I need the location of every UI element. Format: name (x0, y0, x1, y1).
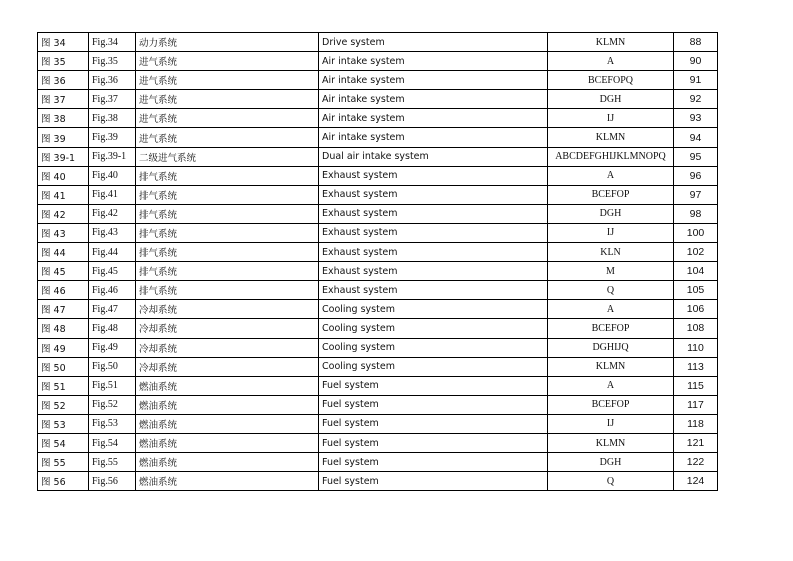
figure-number-en: Fig.51 (89, 376, 136, 395)
page-number: 88 (674, 33, 718, 52)
table-row (38, 166, 718, 185)
table-row (38, 453, 718, 472)
system-name-cn: 排气系统 (136, 262, 319, 281)
figure-number-cn: 图 45 (38, 262, 89, 281)
model-codes: DGH (548, 204, 674, 223)
figure-number-cn: 图 42 (38, 204, 89, 223)
page-number: 96 (674, 166, 718, 185)
figure-number-cn: 图 56 (38, 472, 89, 491)
model-codes: DGH (548, 90, 674, 109)
system-name-en: Cooling system (319, 338, 548, 357)
page-number: 118 (674, 414, 718, 433)
table-row (38, 185, 718, 204)
page-number: 117 (674, 395, 718, 414)
page-number: 104 (674, 262, 718, 281)
model-codes: A (548, 300, 674, 319)
figure-number-en: Fig.47 (89, 300, 136, 319)
figure-number-cn: 图 55 (38, 453, 89, 472)
model-codes: KLMN (548, 33, 674, 52)
system-name-en: Fuel system (319, 433, 548, 452)
system-name-en: Exhaust system (319, 166, 548, 185)
system-name-cn: 燃油系统 (136, 453, 319, 472)
figure-number-en: Fig.39-1 (89, 147, 136, 166)
figure-number-cn: 图 38 (38, 109, 89, 128)
page-number: 102 (674, 243, 718, 262)
model-codes: BCEFOP (548, 185, 674, 204)
system-name-cn: 排气系统 (136, 223, 319, 242)
model-codes: M (548, 262, 674, 281)
page-number: 108 (674, 319, 718, 338)
figure-number-en: Fig.48 (89, 319, 136, 338)
figure-number-cn: 图 35 (38, 52, 89, 71)
figure-number-en: Fig.54 (89, 433, 136, 452)
figure-number-cn: 图 41 (38, 185, 89, 204)
table-row (38, 319, 718, 338)
figure-number-cn: 图 39 (38, 128, 89, 147)
figure-number-en: Fig.34 (89, 33, 136, 52)
system-name-cn: 进气系统 (136, 52, 319, 71)
figure-number-en: Fig.37 (89, 90, 136, 109)
table-row (38, 147, 718, 166)
figure-number-cn: 图 39-1 (38, 147, 89, 166)
model-codes: IJ (548, 109, 674, 128)
system-name-cn: 进气系统 (136, 128, 319, 147)
model-codes: BCEFOPQ (548, 71, 674, 90)
system-name-cn: 燃油系统 (136, 472, 319, 491)
table-row (38, 376, 718, 395)
figure-number-cn: 图 43 (38, 223, 89, 242)
system-name-en: Exhaust system (319, 262, 548, 281)
system-name-en: Fuel system (319, 453, 548, 472)
system-name-en: Exhaust system (319, 243, 548, 262)
table-row (38, 90, 718, 109)
system-name-en: Air intake system (319, 90, 548, 109)
system-name-en: Cooling system (319, 300, 548, 319)
system-name-cn: 排气系统 (136, 243, 319, 262)
page-number: 106 (674, 300, 718, 319)
model-codes: Q (548, 472, 674, 491)
figure-number-cn: 图 51 (38, 376, 89, 395)
figure-number-en: Fig.56 (89, 472, 136, 491)
table-row (38, 71, 718, 90)
table-row (38, 128, 718, 147)
system-name-cn: 冷却系统 (136, 319, 319, 338)
model-codes: BCEFOP (548, 395, 674, 414)
figure-number-en: Fig.38 (89, 109, 136, 128)
table-row (38, 204, 718, 223)
page-number: 98 (674, 204, 718, 223)
figure-number-cn: 图 48 (38, 319, 89, 338)
system-name-cn: 进气系统 (136, 71, 319, 90)
system-name-cn: 进气系统 (136, 90, 319, 109)
table-row (38, 52, 718, 71)
page-number: 91 (674, 71, 718, 90)
figure-index-table (37, 32, 718, 491)
table-row (38, 262, 718, 281)
figure-number-en: Fig.44 (89, 243, 136, 262)
model-codes: KLMN (548, 128, 674, 147)
system-name-en: Air intake system (319, 109, 548, 128)
figure-number-en: Fig.50 (89, 357, 136, 376)
system-name-en: Exhaust system (319, 185, 548, 204)
page-number: 94 (674, 128, 718, 147)
system-name-en: Air intake system (319, 71, 548, 90)
system-name-en: Exhaust system (319, 223, 548, 242)
table-row (38, 281, 718, 300)
system-name-en: Drive system (319, 33, 548, 52)
model-codes: A (548, 376, 674, 395)
table-row (38, 472, 718, 491)
system-name-cn: 冷却系统 (136, 338, 319, 357)
page-number: 110 (674, 338, 718, 357)
figure-number-en: Fig.49 (89, 338, 136, 357)
figure-index-body (38, 33, 718, 491)
table-row (38, 414, 718, 433)
figure-number-en: Fig.45 (89, 262, 136, 281)
model-codes: DGH (548, 453, 674, 472)
page-number: 92 (674, 90, 718, 109)
page-number: 90 (674, 52, 718, 71)
page-number: 121 (674, 433, 718, 452)
table-row (38, 109, 718, 128)
model-codes: KLMN (548, 357, 674, 376)
figure-number-cn: 图 53 (38, 414, 89, 433)
figure-number-en: Fig.35 (89, 52, 136, 71)
figure-number-en: Fig.36 (89, 71, 136, 90)
system-name-cn: 燃油系统 (136, 433, 319, 452)
system-name-cn: 排气系统 (136, 166, 319, 185)
table-row (38, 357, 718, 376)
model-codes: A (548, 52, 674, 71)
figure-number-en: Fig.53 (89, 414, 136, 433)
system-name-en: Exhaust system (319, 281, 548, 300)
figure-number-cn: 图 54 (38, 433, 89, 452)
table-row (38, 338, 718, 357)
figure-number-en: Fig.55 (89, 453, 136, 472)
figure-number-en: Fig.43 (89, 223, 136, 242)
figure-number-en: Fig.41 (89, 185, 136, 204)
page-number: 115 (674, 376, 718, 395)
figure-number-en: Fig.40 (89, 166, 136, 185)
figure-number-cn: 图 49 (38, 338, 89, 357)
page-number: 93 (674, 109, 718, 128)
model-codes: ABCDEFGHIJKLMNOPQ (548, 147, 674, 166)
system-name-en: Air intake system (319, 52, 548, 71)
page-number: 105 (674, 281, 718, 300)
figure-number-cn: 图 34 (38, 33, 89, 52)
model-codes: IJ (548, 223, 674, 242)
figure-number-en: Fig.39 (89, 128, 136, 147)
system-name-cn: 燃油系统 (136, 395, 319, 414)
page-number: 97 (674, 185, 718, 204)
page-number: 113 (674, 357, 718, 376)
model-codes: A (548, 166, 674, 185)
page-number: 124 (674, 472, 718, 491)
figure-number-cn: 图 52 (38, 395, 89, 414)
system-name-en: Cooling system (319, 319, 548, 338)
system-name-cn: 动力系统 (136, 33, 319, 52)
figure-number-cn: 图 47 (38, 300, 89, 319)
table-row (38, 433, 718, 452)
system-name-cn: 排气系统 (136, 204, 319, 223)
system-name-en: Air intake system (319, 128, 548, 147)
figure-number-cn: 图 36 (38, 71, 89, 90)
system-name-cn: 燃油系统 (136, 376, 319, 395)
page-number: 95 (674, 147, 718, 166)
system-name-en: Fuel system (319, 472, 548, 491)
system-name-cn: 排气系统 (136, 281, 319, 300)
figure-number-cn: 图 37 (38, 90, 89, 109)
figure-number-en: Fig.42 (89, 204, 136, 223)
figure-number-cn: 图 46 (38, 281, 89, 300)
system-name-en: Fuel system (319, 376, 548, 395)
figure-number-cn: 图 44 (38, 243, 89, 262)
figure-number-en: Fig.52 (89, 395, 136, 414)
table-row (38, 395, 718, 414)
figure-number-cn: 图 40 (38, 166, 89, 185)
table-row (38, 223, 718, 242)
system-name-cn: 排气系统 (136, 185, 319, 204)
model-codes: DGHIJQ (548, 338, 674, 357)
figure-number-en: Fig.46 (89, 281, 136, 300)
system-name-en: Dual air intake system (319, 147, 548, 166)
system-name-en: Fuel system (319, 395, 548, 414)
system-name-cn: 二级进气系统 (136, 147, 319, 166)
page-number: 100 (674, 223, 718, 242)
system-name-cn: 进气系统 (136, 109, 319, 128)
model-codes: KLMN (548, 433, 674, 452)
model-codes: Q (548, 281, 674, 300)
system-name-cn: 燃油系统 (136, 414, 319, 433)
table-row (38, 33, 718, 52)
figure-number-cn: 图 50 (38, 357, 89, 376)
system-name-cn: 冷却系统 (136, 357, 319, 376)
model-codes: IJ (548, 414, 674, 433)
table-row (38, 300, 718, 319)
system-name-cn: 冷却系统 (136, 300, 319, 319)
system-name-en: Cooling system (319, 357, 548, 376)
model-codes: KLN (548, 243, 674, 262)
system-name-en: Exhaust system (319, 204, 548, 223)
page-number: 122 (674, 453, 718, 472)
model-codes: BCEFOP (548, 319, 674, 338)
table-row (38, 243, 718, 262)
system-name-en: Fuel system (319, 414, 548, 433)
